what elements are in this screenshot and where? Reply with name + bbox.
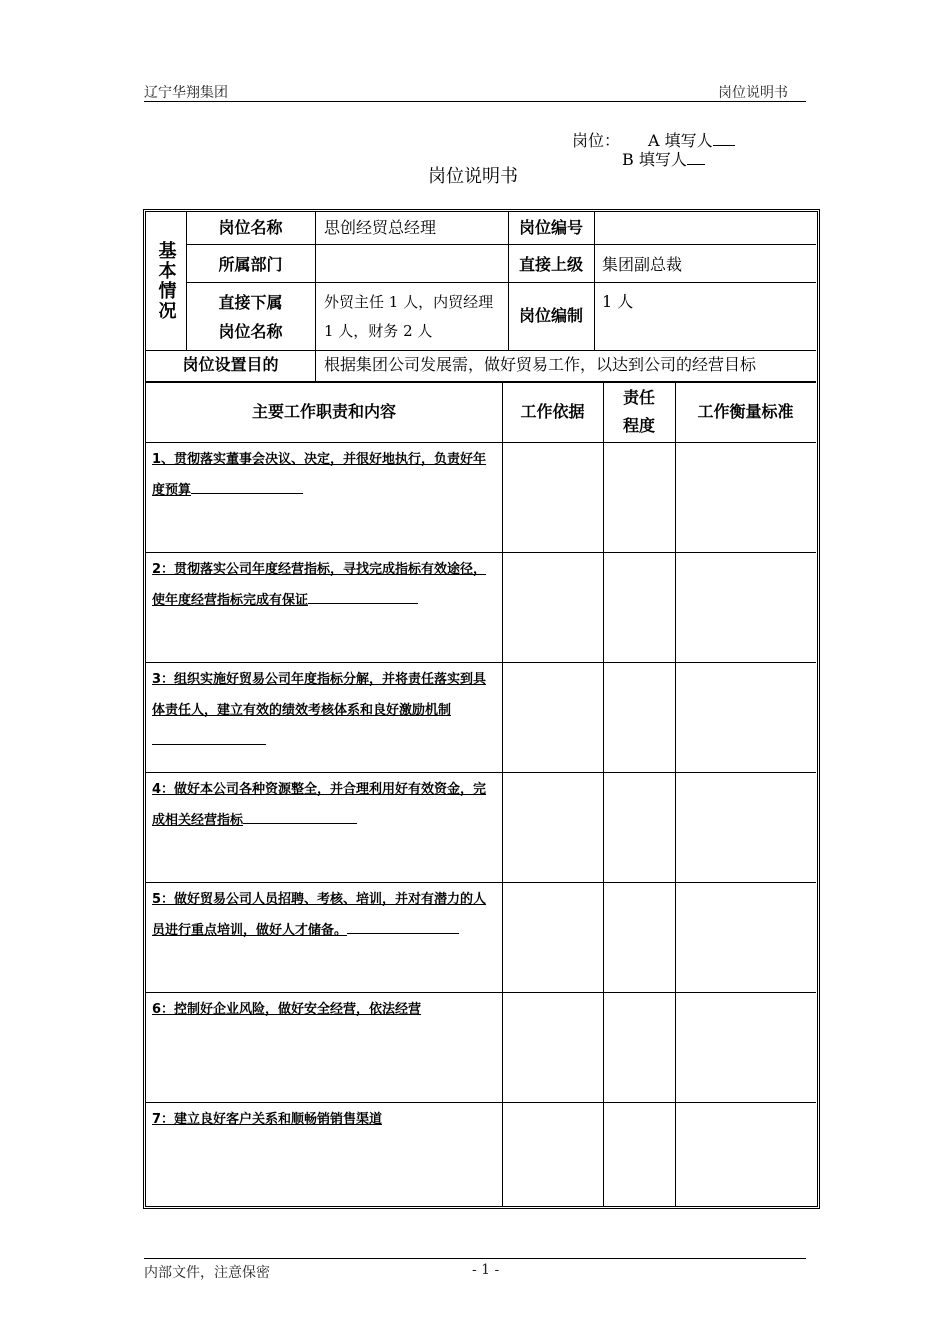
duty-item: 3：组织实施好贸易公司年度指标分解，并将责任落实到具体责任人，建立有效的绩效考核体系和良好激励机制 [152,664,498,757]
superior-label: 直接上级 [518,255,583,274]
duty-item: 4：做好本公司各种资源整全，并合理利用好有效资金，完成相关经营指标 [152,782,487,828]
duty-item: 1、贯彻落实董事会决议、决定，并很好地执行，负责好年度预算 [152,452,487,498]
position-label: 岗位： [572,131,621,150]
header-doc-type: 岗位说明书 [718,85,788,101]
name-value: 思创经贸总经理 [324,218,437,237]
duties-header-standard: 工作衡量标准 [697,402,794,421]
basic-section-label: 基本情况 [155,241,177,321]
duty-item: 7：建立良好客户关系和顺畅销销售渠道 [152,1112,383,1127]
duty-item: 6：控制好企业风险，做好安全经营，依法经营 [152,1002,422,1017]
filler-b: B 填写人 [622,147,705,170]
superior-value: 集团副总裁 [602,255,683,274]
page-number: - 1 - [472,1262,500,1278]
purpose-label: 岗位设置目的 [182,355,279,374]
duties-header-responsibility: 责任 程度 [622,388,655,435]
filler-a: A 填写人 [648,128,735,151]
quota-label: 岗位编制 [518,306,583,325]
name-label: 岗位名称 [218,218,283,237]
dept-label: 所属部门 [218,255,283,274]
duty-item: 5：做好贸易公司人员招聘、考核、培训，并对有潜力的人员进行重点培训，做好人才储备。 [152,892,487,938]
duties-header-content: 主要工作职责和内容 [251,402,396,421]
footer-confidential: 内部文件，注意保密 [144,1265,270,1281]
footer-rule [144,1258,806,1259]
subordinate-value: 外贸主任 1 人，内贸经理 1 人，财务 2 人 [324,293,494,340]
page-title: 岗位说明书 [428,166,518,187]
quota-value: 1 人 [602,292,634,311]
header-rule [144,101,806,102]
subordinate-label: 直接下属 岗位名称 [218,293,283,341]
header-company: 辽宁华翔集团 [144,85,228,101]
duties-header-basis: 工作依据 [520,402,585,421]
duty-item: 2：贯彻落实公司年度经营指标，寻找完成指标有效途径，使年度经营指标完成有保证 [152,562,487,608]
code-label: 岗位编号 [518,218,583,237]
purpose-value: 根据集团公司发展需，做好贸易工作，以达到公司的经营目标 [324,355,757,374]
